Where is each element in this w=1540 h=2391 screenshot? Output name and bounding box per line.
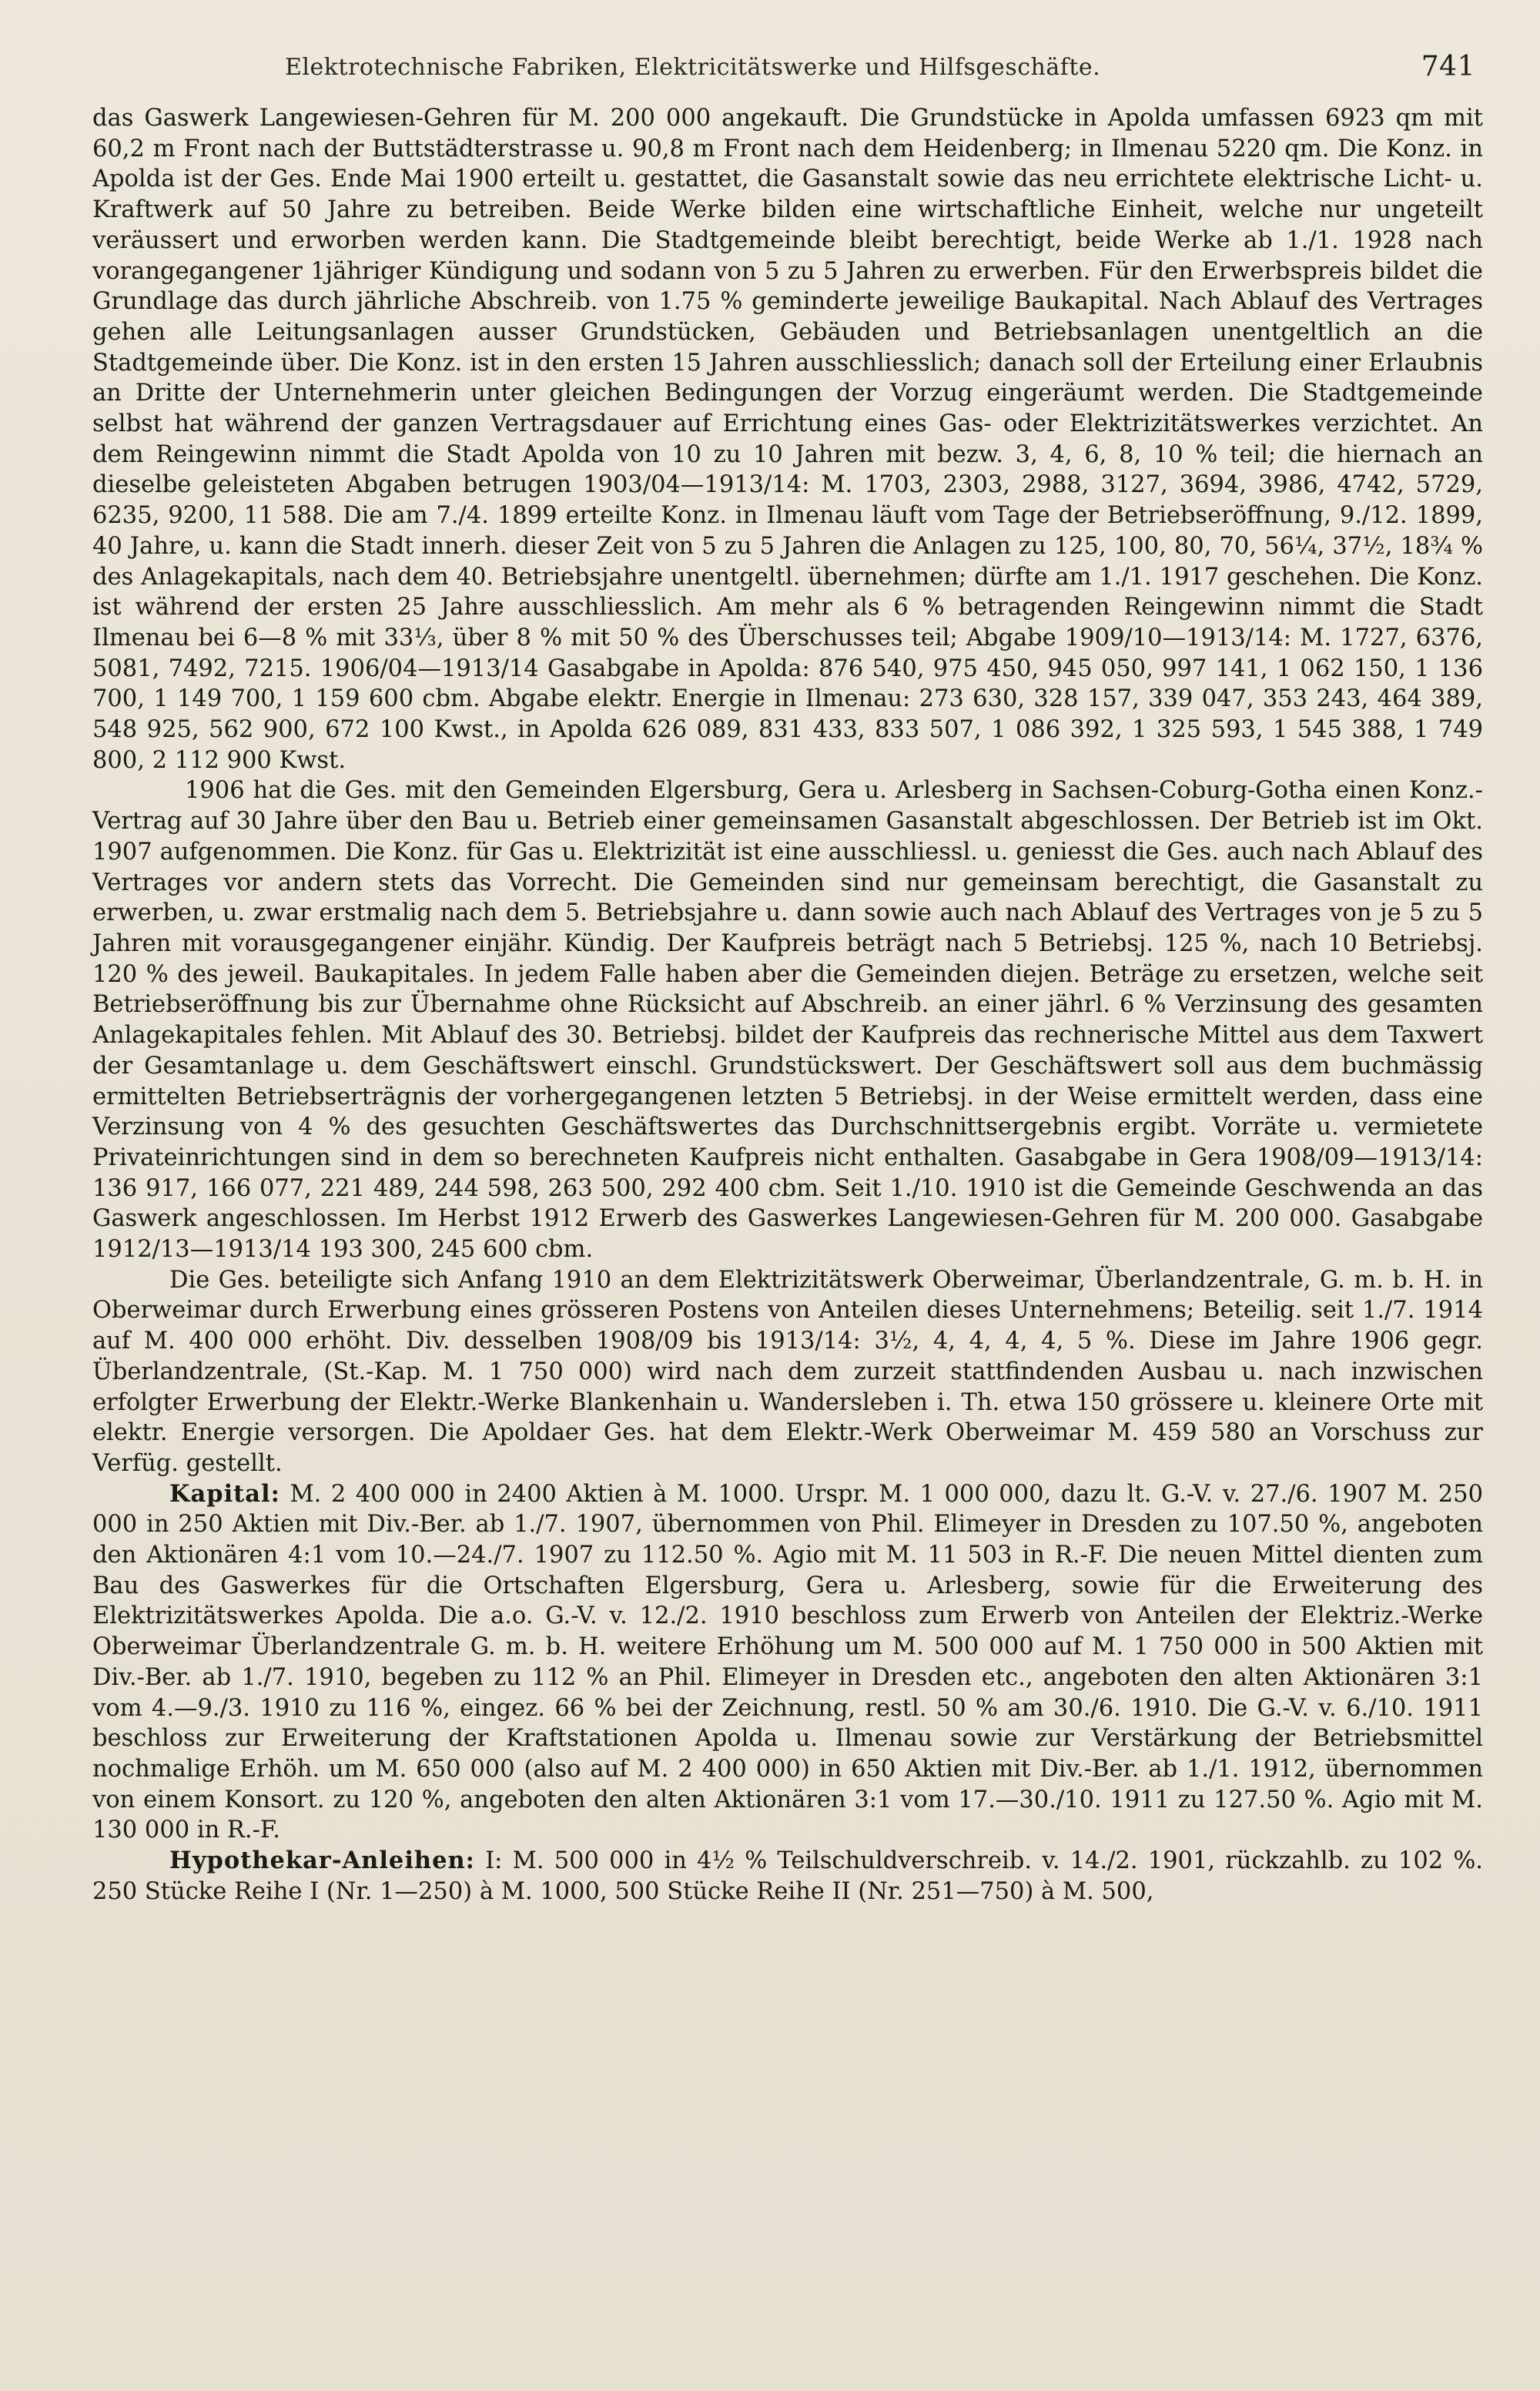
paragraph-text: M. 2 400 000 in 2400 Aktien à M. 1000. Urspr. M. 1 000 000, dazu lt. G.-V. v. 27./6. 1907 M. 250 000 in 250 Aktien mit Div.-Ber. ab 1./7. 1907, übernommen von Phil. Elimeyer in Dresden zu 107.50 %, angeboten den Aktionären 4:1 vom 10.—24./7. 1907 zu 112.50 %. Agio mit M. 11 503 in R.-F. Die neuen Mittel dienten zum Bau des Gaswerkes für die Ortschaften Elgersburg, Gera u. Arlesberg, sowie für die Erweiterung des Elektrizitätswerkes Apolda. Die a.o. G.-V. v. 12./2. 1910 beschloss zum Erwerb von Anteilen der Elektriz.-Werke Oberweimar Überlandzentrale G. m. b. H. weitere Erhöhung um M. 500 000 auf M. 1 750 000 in 500 Aktien mit Div.-Ber. ab 1./7. 1910, begeben zu 112 % an Phil. Elimeyer in Dresden etc., angeboten den alten Aktionären 3:1 vom 4.—9./3. 1910 zu 116 %, eingez. 66 % bei der Zeichnung, restl. 50 % am 30./6. 1910. Die G.-V. v. 6./10. 1911 beschloss zur Erweiterung der Kraftstationen Apolda u. Ilmenau sowie zur Verstärkung der Betriebsmittel nochmalige Erhöh. um M. 650 000 (also auf M. 2 400 000) in 650 Aktien mit Div.-Ber. ab 1./1. 1912, übernommen von einem Konsort. zu 120 %, angeboten den alten Aktionären 3:1 vom 17.—30./10. 1911 zu 127.50 %. Agio mit M. 130 000 in R.-F. [92,1480,1483,1844]
paragraph-text: 1906 hat die Ges. mit den Gemeinden Elgersburg, Gera u. Arlesberg in Sachsen-Coburg-Gotha einen Konz.-Vertrag auf 30 Jahre über den Bau u. Betrieb einer gemeinsamen Gasanstalt abgeschlossen. Der Betrieb ist im Okt. 1907 aufgenommen. Die Konz. für Gas u. Elektrizität ist eine ausschliessl. u. geniesst die Ges. auch nach Ablauf des Vertrages vor andern stets das Vorrecht. Die Gemeinden sind nur gemeinsam berechtigt, die Gasanstalt zu erwerben, u. zwar erstmalig nach dem 5. Betriebsjahre u. dann sowie auch nach Ablauf des Vertrages von je 5 zu 5 Jahren mit vorausgegangener einjähr. Kündig. Der Kaufpreis beträgt nach 5 Betriebsj. 125 %, nach 10 Betriebsj. 120 % des jeweil. Baukapitales. In jedem Falle haben aber die Gemeinden diejen. Beträge zu ersetzen, welche seit Betriebseröffnung bis zur Übernahme ohne Rücksicht auf Abschreib. an einer jährl. 6 % Verzinsung des gesamten Anlagekapitales fehlen. Mit Ablauf des 30. Betriebsj. bildet der Kaufpreis das rechnerische Mittel aus dem Taxwert der Gesamtanlage u. dem Geschäftswert einschl. Grundstückswert. Der Geschäftswert soll aus dem buchmässig ermittelten Betriebserträgnis der vorhergegangenen letzten 5 Betriebsj. in der Weise ermittelt werden, dass eine Verzinsung von 4 % des gesuchten Geschäftswertes das Durchschnittsergebnis ergibt. Vorräte u. vermietete Privateinrichtungen sind in dem so berechneten Kaufpreis nicht enthalten. Gasabgabe in Gera 1908/09—1913/14: 136 917, 166 077, 221 489, 244 598, 263 500, 292 400 cbm. Seit 1./10. 1910 ist die Gemeinde Geschwenda an das Gaswerk angeschlossen. Im Herbst 1912 Erwerb des Gaswerkes Langewiesen-Gehren für M. 200 000. Gasabgabe 1912/13—1913/14 193 300, 245 600 cbm. [92,777,1483,1264]
page-number: 741 [1421,51,1475,82]
paragraph-kapital [92,1479,1483,1846]
paragraph-text: Die Ges. beteiligte sich Anfang 1910 an dem Elektrizitätswerk Oberweimar, Überlandzentrale, G. m. b. H. in Oberweimar durch Erwerbung eines grösseren Postens von Anteilen dieses Unternehmens; Beteilig. seit 1./7. 1914 auf M. 400 000 erhöht. Div. desselben 1908/09 bis 1913/14: 3½, 4, 4, 4, 4, 5 %. Diese im Jahre 1906 gegr. Überlandzentrale, (St.-Kap. M. 1 750 000) wird nach dem zurzeit stattfindenden Ausbau u. nach inzwischen erfolgter Erwerbung der Elektr.-Werke Blankenhain u. Wandersleben i. Th. etwa 150 grössere u. kleinere Orte mit elektr. Energie versorgen. Die Apoldaer Ges. hat dem Elektr.-Werk Oberweimar M. 459 580 an Vorschuss zur Verfüg. gestellt. [92,1266,1483,1477]
paragraph-elgersburg-gera [92,775,1483,1264]
header-title: Elektrotechnische Fabriken, Elektricitätswerke und Hilfsgeschäfte. [285,54,1101,81]
paragraph-gaswerk-apolda-ilmenau [92,103,1483,775]
running-header [92,40,1483,86]
body-text [92,103,1483,1907]
paragraph-text: I: M. 500 000 in 4½ % Teilschuldverschreib. v. 14./2. 1901, rückzahlb. zu 102 %. 250 Stücke Reihe I (Nr. 1—250) à M. 1000, 500 Stücke Reihe II (Nr. 251—750) à M. 500, [92,1847,1483,1905]
paragraph-text: das Gaswerk Langewiesen-Gehren für M. 200 000 angekauft. Die Grundstücke in Apolda umfassen 6923 qm mit 60,2 m Front nach der Buttstädterstrasse u. 90,8 m Front nach dem Heidenberg; in Ilmenau 5220 qm. Die Konz. in Apolda ist der Ges. Ende Mai 1900 erteilt u. gestattet, die Gasanstalt sowie das neu errichtete elektrische Licht- u. Kraftwerk auf 50 Jahre zu betreiben. Beide Werke bilden eine wirtschaftliche Einheit, welche nur ungeteilt veräussert und erworben werden kann. Die Stadtgemeinde bleibt berechtigt, beide Werke ab 1./1. 1928 nach vorangegangener 1jähriger Kündigung und sodann von 5 zu 5 Jahren zu erwerben. Für den Erwerbspreis bildet die Grundlage das durch jährliche Abschreib. von 1.75 % geminderte jeweilige Baukapital. Nach Ablauf des Vertrages gehen alle Leitungsanlagen ausser Grundstücken, Gebäuden und Betriebsanlagen unentgeltlich an die Stadtgemeinde über. Die Konz. ist in den ersten 15 Jahren ausschliesslich; danach soll der Erteilung einer Erlaubnis an Dritte der Unternehmerin unter gleichen Bedingungen der Vorzug eingeräumt werden. Die Stadtgemeinde selbst hat während der ganzen Vertragsdauer auf Errichtung eines Gas- oder Elektrizitätswerkes verzichtet. An dem Reingewinn nimmt die Stadt Apolda von 10 zu 10 Jahren mit bezw. 3, 4, 6, 8, 10 % teil; die hiernach an dieselbe geleisteten Abgaben betrugen 1903/04—1913/14: M. 1703, 2303, 2988, 3127, 3694, 3986, 4742, 5729, 6235, 9200, 11 588. Die am 7./4. 1899 erteilte Konz. in Ilmenau läuft vom Tage der Betriebseröffnung, 9./12. 1899, 40 Jahre, u. kann die Stadt innerh. dieser Zeit von 5 zu 5 Jahren die Anlagen zu 125, 100, 80, 70, 56¼, 37½, 18¾ % des Anlagekapitals, nach dem 40. Betriebsjahre unentgeltl. übernehmen; dürfte am 1./1. 1917 geschehen. Die Konz. ist während der ersten 25 Jahre ausschliesslich. Am mehr als 6 % betragenden Reingewinn nimmt die Stadt Ilmenau bei 6—8 % mit 33⅓, über 8 % mit 50 % des Überschusses teil; Abgabe 1909/10—1913/14: M. 1727, 6376, 5081, 7492, 7215. 1906/04—1913/14 Gasabgabe in Apolda: 876 540, 975 450, 945 050, 997 141, 1 062 150, 1 136 700, 1 149 700, 1 159 600 cbm. Abgabe elektr. Energie in Ilmenau: 273 630, 328 157, 339 047, 353 243, 464 389, 548 925, 562 900, 672 100 Kwst., in Apolda 626 089, 831 433, 833 507, 1 086 392, 1 325 593, 1 545 388, 1 749 800, 2 112 900 Kwst. [92,105,1483,774]
section-label-hypothekar-anleihen: Hypothekar-Anleihen: [169,1847,475,1875]
paragraph-hypothekar-anleihen [92,1846,1483,1907]
section-label-kapital: Kapital: [169,1479,280,1508]
paragraph-oberweimar [92,1265,1483,1479]
